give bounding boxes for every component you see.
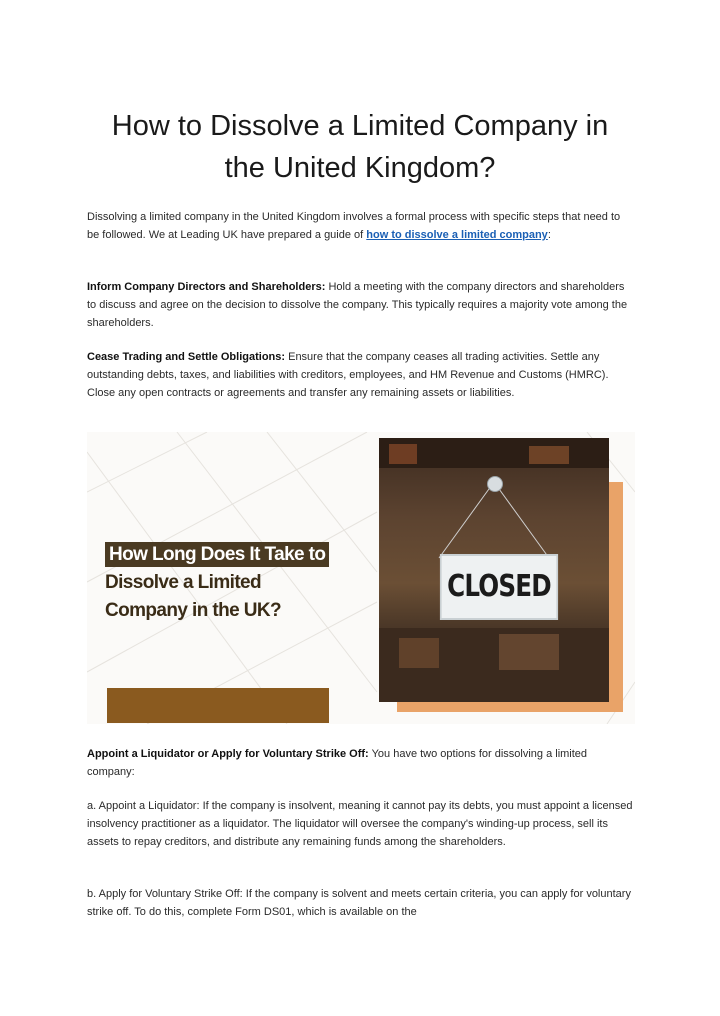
banner-brown-bar	[107, 688, 329, 723]
intro-text: Dissolving a limited company in the United Kingdom involves a formal process with specific steps that need to be followed. We at Leading UK have prepared a guide of	[87, 211, 621, 241]
banner-image	[87, 432, 635, 724]
closed-sign: CLOSED	[440, 554, 558, 620]
section-appoint-liquidator	[87, 745, 635, 781]
option-a-paragraph: a. Appoint a Liquidator: If the company is insolvent, meaning it cannot pay its debts, you must appoint a licensed insolvency practitioner as a liquidator. The liquidator will oversee the company's winding-up process, sell its assets to repay creditors, and distribute any remaining funds among the shareholders.	[87, 800, 633, 848]
intro-paragraph	[87, 208, 635, 244]
banner-headline-line-3: Company in the UK?	[105, 600, 282, 621]
shop-window-photo	[379, 438, 609, 702]
section-text-inform: Hold a meeting with the company directors and shareholders to discuss and agree on the decision to dissolve the company. This typically requires a majority vote among the shareholders.	[87, 281, 628, 329]
sign-hook	[487, 476, 503, 492]
option-b-paragraph: b. Apply for Voluntary Strike Off: If the company is solvent and meets certain criteria, you can apply for voluntary strike off. To do this, complete Form DS01, which is available on the	[87, 888, 631, 918]
section-heading-cease: Cease Trading and Settle Obligations:	[87, 351, 286, 363]
section-cease-trading	[87, 348, 635, 402]
section-text-appoint: You have two options for dissolving a limited company:	[87, 748, 588, 778]
banner-headline-line-2: Dissolve a Limited	[105, 572, 262, 593]
intro-suffix: :	[547, 229, 551, 241]
section-text-cease: Ensure that the company ceases all trading activities. Settle any outstanding debts, taxes, and liabilities with creditors, employees, and HM Revenue and Customs (HMRC). Close any open contracts or agreements and transfer any remaining assets or liabilities.	[87, 351, 609, 399]
dissolve-guide-link[interactable]: how to dissolve a limited company	[366, 229, 548, 241]
title-line-2: the United Kingdom?	[224, 152, 496, 185]
section-inform-directors	[87, 278, 635, 332]
section-heading-appoint: Appoint a Liquidator or Apply for Voluntary Strike Off:	[87, 748, 369, 760]
banner-headline-line-1: How Long Does It Take to	[105, 542, 329, 567]
title-line-1: How to Dissolve a Limited Company in	[111, 110, 609, 143]
section-heading-inform: Inform Company Directors and Shareholders:	[87, 281, 326, 293]
page-title	[60, 105, 660, 189]
